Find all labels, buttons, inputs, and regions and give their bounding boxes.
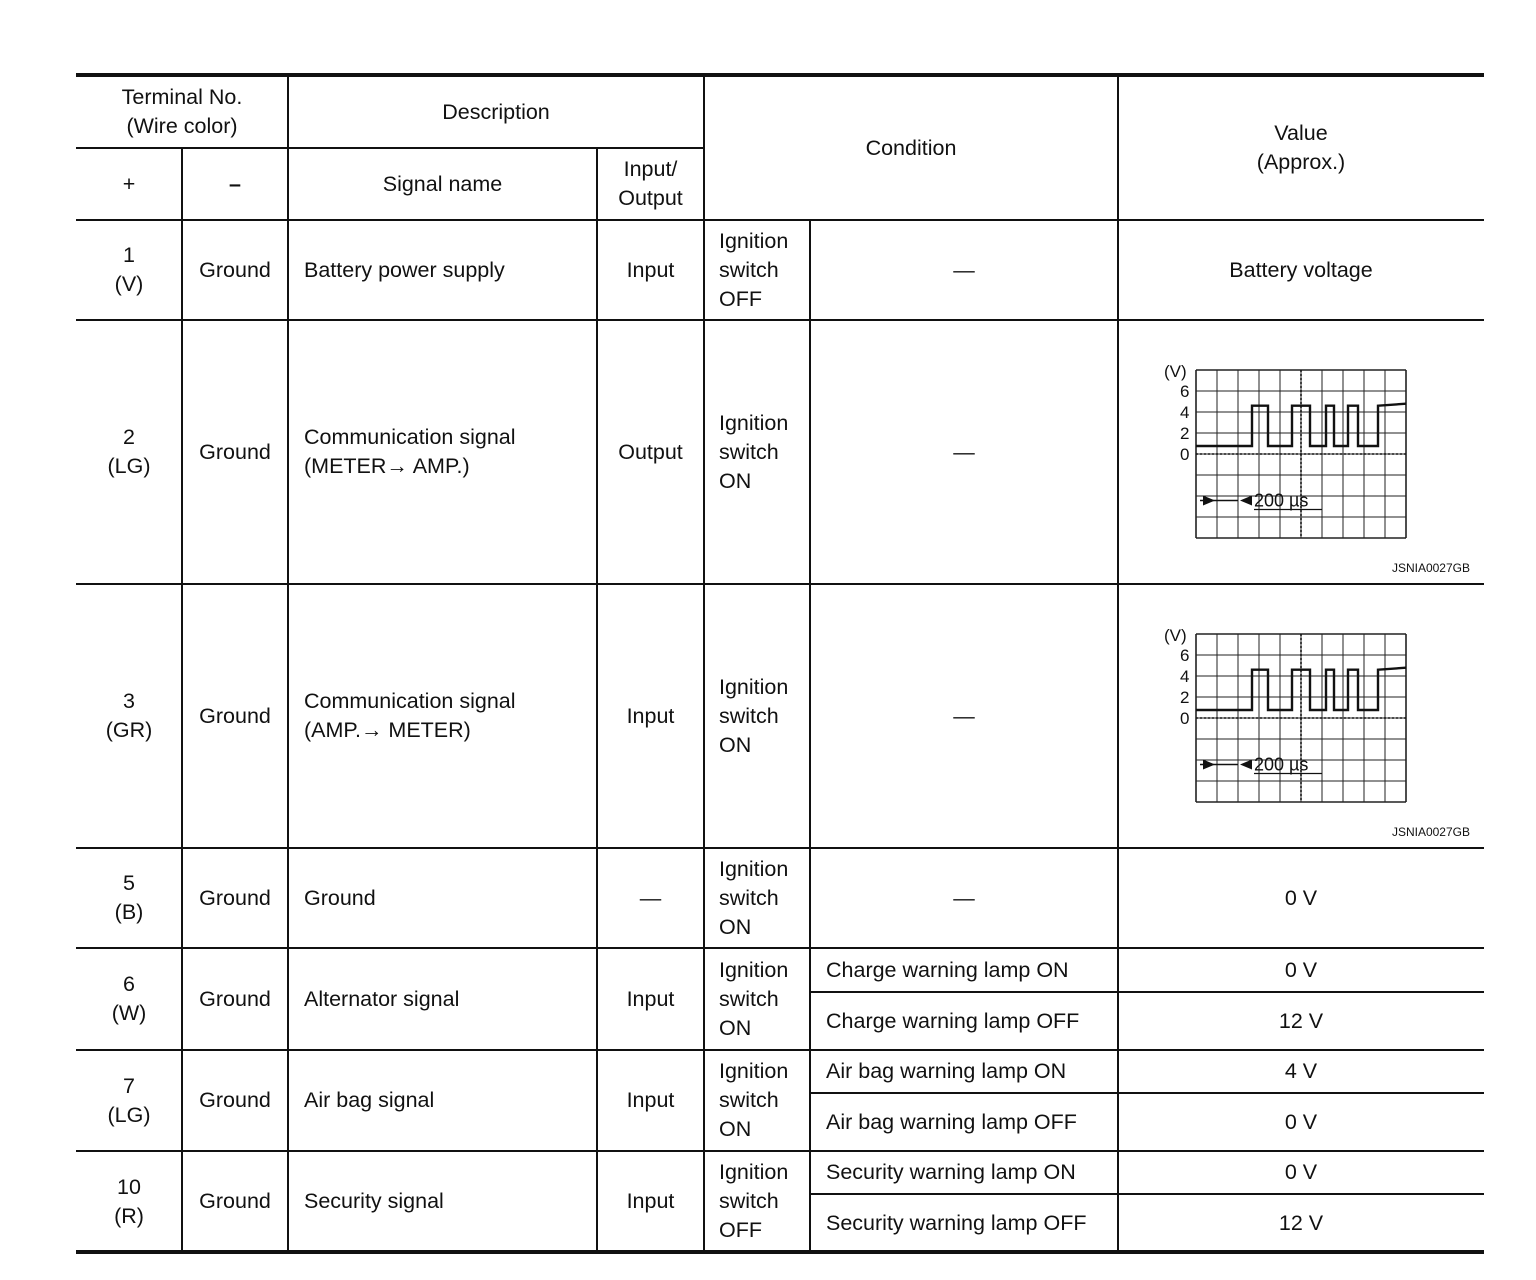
value-text: 12 V [1278,1210,1324,1235]
ground-terminal: Ground [199,986,271,1011]
terminal-number: 2 (LG) [107,425,151,478]
ground-terminal: Ground [199,703,271,728]
condition-text: — [953,703,975,728]
signal-name: Alternator signal [304,986,460,1011]
condition-text: — [953,885,975,910]
condition-text: Charge warning lamp OFF [826,1008,1080,1033]
terminal-number: 6 (W) [111,972,147,1025]
y-tick-label: 0 [1180,709,1190,728]
arrow-left-icon [1240,760,1252,770]
condition-text: Charge warning lamp ON [826,957,1069,982]
vertical-rule [181,148,183,1252]
input-output: Input [626,1088,675,1112]
vertical-rule [287,76,289,1252]
header-input-output: Input/ Output [618,157,683,210]
input-output: Input [626,703,675,728]
ground-terminal: Ground [199,885,271,910]
condition-text: — [953,439,975,464]
condition-text: Security warning lamp OFF [826,1210,1087,1235]
header-terminal-no: Terminal No. (Wire color) [121,85,243,138]
value-text: Battery voltage [1229,257,1373,282]
header-signal-name: Signal name [382,171,503,196]
horizontal-rule [810,991,1484,993]
header-plus: + [122,171,136,196]
vertical-rule [703,76,705,1252]
signal-name: Ground [304,885,376,910]
horizontal-rule [810,1193,1484,1195]
waveform-plot [1118,320,1484,584]
signal-name: Security signal [304,1189,444,1213]
ground-terminal: Ground [199,1088,271,1112]
y-unit-label: (V) [1164,626,1187,645]
signal-name: Air bag signal [304,1088,435,1112]
condition-text: Air bag warning lamp ON [826,1059,1067,1083]
waveform-figure [1118,320,1484,584]
terminal-spec-table [76,0,1484,1280]
signal-name: Communication signal (AMP.→ METER) [304,689,516,742]
ignition-state: Ignition switch ON [719,410,789,493]
terminal-number: 1 (V) [114,243,144,296]
ignition-state: Ignition switch OFF [719,228,789,311]
figure-id-label: JSNIA0027GB [1391,825,1470,839]
input-output: Input [626,257,675,282]
time-scale-label: 200 µs [1254,754,1309,775]
terminal-number: 5 (B) [114,871,144,924]
y-tick-label: 2 [1180,688,1190,707]
value-text: 0 V [1284,1109,1318,1134]
y-tick-label: 2 [1180,424,1190,443]
y-tick-label: 4 [1180,403,1190,422]
ground-terminal: Ground [199,1189,271,1213]
y-tick-label: 6 [1180,646,1190,665]
value-text: 0 V [1284,957,1318,982]
terminal-number: 3 (GR) [105,689,153,742]
ignition-state: Ignition switch ON [719,1059,789,1141]
waveform-figure [1118,584,1484,848]
input-output: — [639,885,662,910]
vertical-rule [596,148,598,1252]
arrow-left-icon [1240,496,1252,506]
vertical-rule [809,220,811,1252]
arrow-right-icon [1203,760,1215,770]
arrow-right-icon [1203,496,1215,506]
signal-name: Battery power supply [304,257,505,282]
y-unit-label: (V) [1164,362,1187,381]
horizontal-rule [810,1092,1484,1094]
condition-text: — [953,257,975,282]
y-tick-label: 6 [1180,382,1190,401]
value-text: 12 V [1278,1008,1324,1033]
vertical-rule [1117,76,1119,1252]
input-output: Input [626,1189,675,1213]
ignition-state: Ignition switch OFF [719,1160,789,1242]
time-scale-label: 200 µs [1254,490,1309,511]
figure-id-label: JSNIA0027GB [1391,561,1470,575]
input-output: Input [626,986,675,1011]
value-text: 4 V [1284,1059,1318,1083]
ignition-state: Ignition switch ON [719,674,789,757]
ground-terminal: Ground [199,257,271,282]
value-text: 0 V [1284,885,1318,910]
waveform-plot [1118,584,1484,848]
terminal-number: 10 (R) [114,1174,144,1228]
header-value: Value (Approx.) [1256,121,1346,174]
condition-text: Security warning lamp ON [826,1160,1076,1184]
horizontal-rule [76,147,704,149]
ignition-state: Ignition switch ON [719,957,789,1040]
value-text: 0 V [1284,1160,1318,1184]
y-tick-label: 4 [1180,667,1190,686]
terminal-number: 7 (LG) [107,1073,151,1127]
y-tick-label: 0 [1180,445,1190,464]
header-minus: – [229,171,241,196]
signal-name: Communication signal (METER→ AMP.) [304,425,516,478]
ground-terminal: Ground [199,439,271,464]
header-condition: Condition [865,135,957,160]
input-output: Output [618,439,683,464]
ignition-state: Ignition switch ON [719,856,789,939]
header-description: Description [442,99,550,124]
condition-text: Air bag warning lamp OFF [826,1109,1077,1134]
